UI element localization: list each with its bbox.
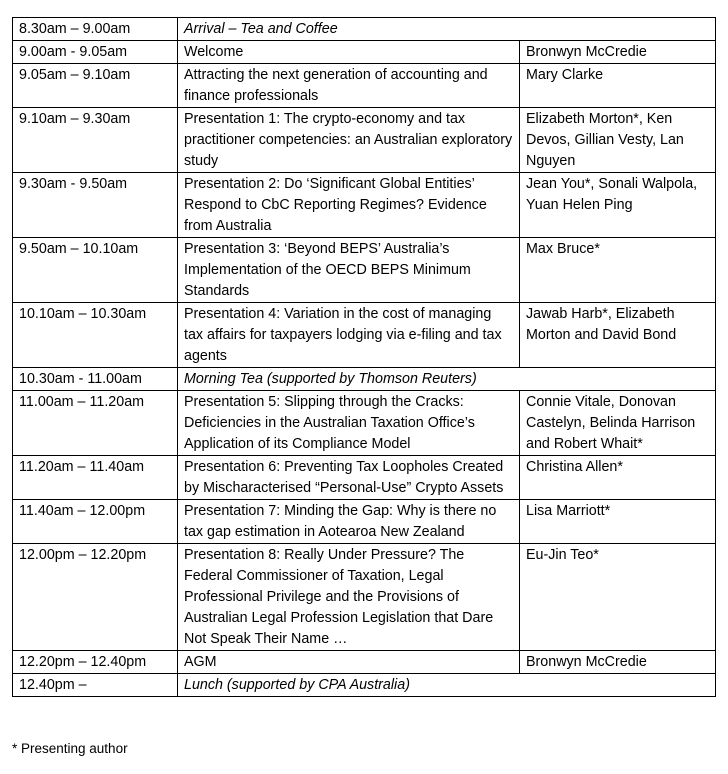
session-time: 10.10am – 10.30am (13, 303, 178, 368)
table-row (13, 64, 716, 108)
session-title: Welcome (178, 41, 520, 64)
table-row (13, 456, 716, 500)
session-speaker: Christina Allen* (520, 456, 716, 500)
session-time: 11.40am – 12.00pm (13, 500, 178, 544)
session-time: 9.50am – 10.10am (13, 238, 178, 303)
session-title: Presentation 7: Minding the Gap: Why is there no tax gap estimation in Aotearoa New Zealand (178, 500, 520, 544)
footnote: * Presenting author (12, 741, 128, 756)
session-title: Attracting the next generation of accounting and finance professionals (178, 64, 520, 108)
session-time: 12.20pm – 12.40pm (13, 651, 178, 674)
table-row (13, 303, 716, 368)
table-row (13, 41, 716, 64)
session-title: Presentation 4: Variation in the cost of managing tax affairs for taxpayers lodging via e-filing and tax agents (178, 303, 520, 368)
session-speaker: Mary Clarke (520, 64, 716, 108)
session-time: 9.30am - 9.50am (13, 173, 178, 238)
program-table (12, 17, 716, 697)
session-time: 11.00am – 11.20am (13, 391, 178, 456)
session-title: Presentation 3: ‘Beyond BEPS’ Australia’s Implementation of the OECD BEPS Minimum Standards (178, 238, 520, 303)
session-time: 8.30am – 9.00am (13, 18, 178, 41)
session-speaker: Lisa Marriott* (520, 500, 716, 544)
table-row (13, 108, 716, 173)
session-speaker: Max Bruce* (520, 238, 716, 303)
session-title: Presentation 2: Do ‘Significant Global Entities’ Respond to CbC Reporting Regimes? Evidence from Australia (178, 173, 520, 238)
table-row (13, 238, 716, 303)
session-break: Morning Tea (supported by Thomson Reuters) (178, 368, 716, 391)
table-row (13, 368, 716, 391)
session-title: AGM (178, 651, 520, 674)
session-break: Arrival – Tea and Coffee (178, 18, 716, 41)
session-speaker: Eu-Jin Teo* (520, 544, 716, 651)
session-time: 10.30am - 11.00am (13, 368, 178, 391)
session-speaker: Jean You*, Sonali Walpola, Yuan Helen Ping (520, 173, 716, 238)
table-row (13, 173, 716, 238)
program-table-body (13, 18, 716, 697)
table-row (13, 391, 716, 456)
session-speaker: Bronwyn McCredie (520, 651, 716, 674)
session-speaker: Jawab Harb*, Elizabeth Morton and David Bond (520, 303, 716, 368)
session-time: 11.20am – 11.40am (13, 456, 178, 500)
session-title: Presentation 5: Slipping through the Cracks: Deficiencies in the Australian Taxation Office’s Application of its Compliance Model (178, 391, 520, 456)
session-time: 12.40pm – (13, 674, 178, 697)
session-time: 9.10am – 9.30am (13, 108, 178, 173)
session-speaker: Bronwyn McCredie (520, 41, 716, 64)
table-row (13, 544, 716, 651)
session-title: Presentation 1: The crypto-economy and tax practitioner competencies: an Australian exploratory study (178, 108, 520, 173)
session-time: 9.05am – 9.10am (13, 64, 178, 108)
session-speaker: Connie Vitale, Donovan Castelyn, Belinda Harrison and Robert Whait* (520, 391, 716, 456)
session-speaker: Elizabeth Morton*, Ken Devos, Gillian Vesty, Lan Nguyen (520, 108, 716, 173)
session-title: Presentation 8: Really Under Pressure? The Federal Commissioner of Taxation, Legal Professional Privilege and the Provisions of Australian Legal Profession Legislation that Dare Not Speak Their Name … (178, 544, 520, 651)
table-row (13, 18, 716, 41)
session-title: Presentation 6: Preventing Tax Loopholes Created by Mischaracterised “Personal-Use” Crypto Assets (178, 456, 520, 500)
table-row (13, 651, 716, 674)
table-row (13, 674, 716, 697)
session-time: 12.00pm – 12.20pm (13, 544, 178, 651)
table-row (13, 500, 716, 544)
session-time: 9.00am - 9.05am (13, 41, 178, 64)
session-break: Lunch (supported by CPA Australia) (178, 674, 716, 697)
